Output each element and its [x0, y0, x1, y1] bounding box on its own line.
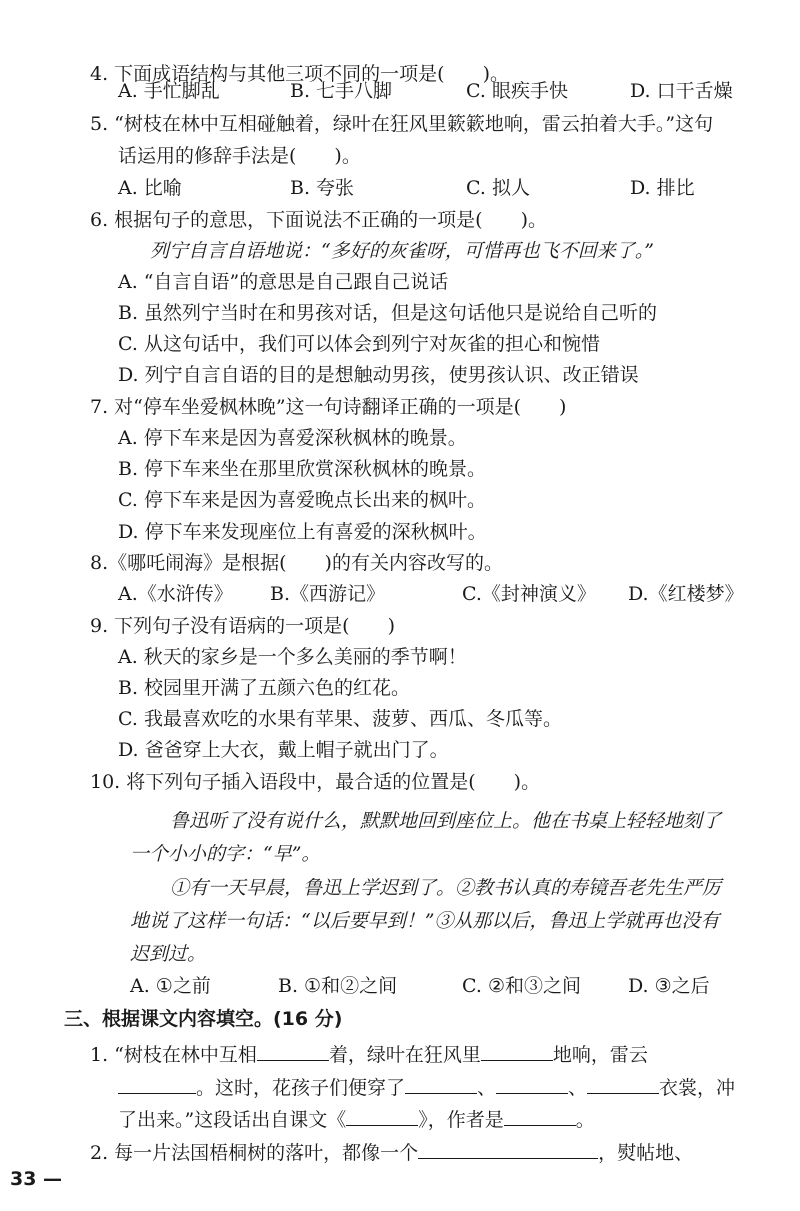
fill1-text-e: 、	[477, 1077, 497, 1099]
fill1-text-d: 。这时，花孩子们便穿了	[196, 1077, 406, 1099]
fill1-blank-3[interactable]	[118, 1073, 196, 1094]
fill1-text-i: 》，作者是	[418, 1109, 504, 1131]
q6-option-c: C. 从这句话中，我们可以体会到列宁对灰雀的担心和惋惜	[118, 333, 600, 355]
q8-option-c: C.《封神演义》	[462, 583, 596, 605]
q6-option-a: A. “自言自语”的意思是自己跟自己说话	[118, 271, 449, 293]
q4-option-c: C. 眼疾手快	[466, 80, 568, 102]
q10-passage2-line3: 迟到过。	[130, 943, 207, 965]
q10-passage2-line1: ①有一天早晨，鲁迅上学迟到了。②教书认真的寿镜吾老先生严厉	[170, 877, 722, 899]
q9-option-a: A. 秋天的家乡是一个多么美丽的季节啊！	[118, 646, 467, 668]
fill1-text-j: 。	[575, 1109, 595, 1131]
q7-option-b: B. 停下车来坐在那里欣赏深秋枫林的晚景。	[118, 458, 487, 480]
fill1-line1	[90, 1040, 648, 1069]
fill1-line3	[118, 1105, 595, 1134]
q6-option-d: D. 列宁自言自语的目的是想触动男孩，使男孩认识、改正错误	[118, 364, 639, 386]
q4-option-a: A. 手忙脚乱	[118, 80, 220, 102]
q7-stem: 7. 对“停车坐爱枫林晚”这一句诗翻译正确的一项是( )	[90, 396, 567, 418]
fill2-text-b: ，熨帖地、	[598, 1142, 694, 1164]
q10-option-a: A. ①之前	[130, 975, 211, 997]
fill1-blank-4[interactable]	[405, 1073, 477, 1094]
q4-option-d: D. 口干舌燥	[630, 80, 733, 102]
fill1-blank-2[interactable]	[481, 1040, 553, 1061]
q10-passage1-line2: 一个小小的字：“早”。	[130, 843, 321, 865]
q9-option-c: C. 我最喜欢吃的水果有苹果、菠萝、西瓜、冬瓜等。	[118, 708, 562, 730]
fill1-text-h: 了出来。”这段话出自课文《	[118, 1109, 347, 1131]
q4-option-b: B. 七手八脚	[290, 80, 393, 102]
fill1-text-a: 1. “树枝在林中互相	[90, 1044, 257, 1066]
q9-option-d: D. 爸爸穿上大衣，戴上帽子就出门了。	[118, 739, 449, 761]
fill1-text-g: 衣裳，冲	[659, 1077, 736, 1099]
q10-passage2-line2: 地说了这样一句话：“以后要早到！”③从那以后，鲁迅上学就再也没有	[130, 910, 720, 932]
q4-stem: 4. 下面成语结构与其他三项不同的一项是( )。	[90, 63, 509, 85]
fill1-blank-8[interactable]	[504, 1105, 576, 1126]
q5-option-d: D. 排比	[630, 177, 695, 199]
fill1-line2	[118, 1073, 735, 1102]
q8-option-d: D.《红楼梦》	[628, 583, 744, 605]
q7-option-c: C. 停下车来是因为喜爱晚点长出来的枫叶。	[118, 489, 486, 511]
q10-passage1-line1: 鲁迅听了没有说什么，默默地回到座位上。他在书桌上轻轻地刻了	[170, 810, 722, 832]
q5-stem-line1: 5. “树枝在林中互相碰触着，绿叶在狂风里簌簌地响，雷云拍着大手。”这句	[90, 113, 714, 135]
q5-option-a: A. 比喻	[118, 177, 182, 199]
q10-option-b: B. ①和②之间	[278, 975, 398, 997]
q6-quote: 列宁自言自语地说：“多好的灰雀呀，可惜再也飞不回来了。”	[150, 240, 654, 262]
fill1-blank-6[interactable]	[587, 1073, 659, 1094]
q9-option-b: B. 校园里开满了五颜六色的红花。	[118, 677, 411, 699]
section3-title: 三、根据课文内容填空。(16 分)	[64, 1008, 343, 1030]
fill1-blank-5[interactable]	[496, 1073, 568, 1094]
q10-stem: 10. 将下列句子插入语段中，最合适的位置是( )。	[90, 771, 541, 793]
q6-stem: 6. 根据句子的意思，下面说法不正确的一项是( )。	[90, 209, 547, 231]
fill1-text-b: 着，绿叶在狂风里	[328, 1044, 481, 1066]
fill1-text-f: 、	[568, 1077, 588, 1099]
q5-stem-line2: 话运用的修辞手法是( )。	[118, 145, 361, 167]
q5-option-c: C. 拟人	[466, 177, 530, 199]
q8-stem: 8.《哪吒闹海》是根据( )的有关内容改写的。	[90, 552, 503, 574]
fill2-blank-1[interactable]	[418, 1138, 598, 1159]
q8-option-b: B.《西游记》	[270, 583, 386, 605]
q9-stem: 9. 下列句子没有语病的一项是( )	[90, 615, 395, 637]
fill1-blank-7[interactable]	[346, 1105, 418, 1126]
fill2-line1	[90, 1138, 693, 1167]
q5-option-b: B. 夸张	[290, 177, 355, 199]
fill1-blank-1[interactable]	[257, 1040, 329, 1061]
q7-option-a: A. 停下车来是因为喜爱深秋枫林的晚景。	[118, 427, 467, 449]
q10-option-c: C. ②和③之间	[462, 975, 581, 997]
page-number: 33 —	[10, 1168, 63, 1190]
q10-option-d: D. ③之后	[628, 975, 710, 997]
q7-option-d: D. 停下车来发现座位上有喜爱的深秋枫叶。	[118, 521, 487, 543]
q8-option-a: A.《水浒传》	[118, 583, 233, 605]
q6-option-b: B. 虽然列宁当时在和男孩对话，但是这句话他只是说给自己听的	[118, 302, 658, 324]
fill1-text-c: 地响，雷云	[552, 1044, 648, 1066]
fill2-text-a: 2. 每一片法国梧桐树的落叶，都像一个	[90, 1142, 419, 1164]
